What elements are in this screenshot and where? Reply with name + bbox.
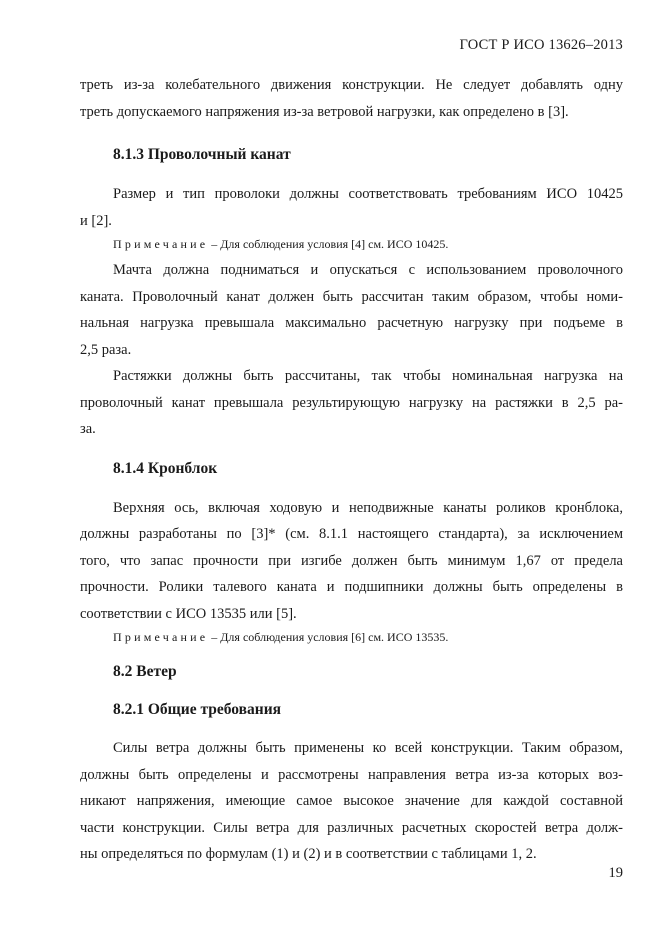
text-line: Размер и тип проволоки должны соответствовать требованиям ИСО 10425 bbox=[113, 186, 623, 202]
text-line: 2,5 раза. bbox=[80, 341, 132, 358]
section-heading-8-1-3: 8.1.3 Проволочный канат bbox=[113, 146, 291, 163]
text-line: нальная нагрузка превышала максимально расчетную нагрузку при подъеме в bbox=[80, 315, 623, 331]
note-1 bbox=[80, 235, 623, 253]
paragraph-crown-block bbox=[80, 495, 623, 628]
text-line: того, что запас прочности при изгибе должен быть минимум 1,67 от предела bbox=[80, 552, 623, 569]
paragraph-mast-raising bbox=[80, 257, 623, 363]
page-content bbox=[80, 72, 623, 868]
text-line: Силы ветра должны быть применены ко всей конструкции. Таким образом, bbox=[113, 740, 623, 756]
section-heading-8-2-1: 8.2.1 Общие требования bbox=[113, 701, 282, 718]
text-line: Мачта должна подниматься и опускаться с использованием проволочного bbox=[113, 262, 623, 278]
note-2 bbox=[80, 628, 623, 646]
note-label: Примечание bbox=[113, 237, 209, 251]
text-line: должны разработаны по [3]* (см. 8.1.1 настоящего стандарта), за исключением bbox=[80, 526, 623, 542]
text-line: должны быть определены и рассмотрены направления ветра из-за которых воз- bbox=[80, 766, 623, 783]
text-line: Верхняя ось, включая ходовую и неподвижные канаты роликов кронблока, bbox=[113, 499, 623, 516]
paragraph-wire-size bbox=[80, 181, 623, 234]
section-heading-8-1-4: 8.1.4 Кронблок bbox=[113, 459, 218, 477]
text-line: Растяжки должны быть рассчитаны, так чтобы номинальная нагрузка на bbox=[113, 368, 623, 384]
page-number: 19 bbox=[608, 865, 623, 881]
paragraph-guy-lines bbox=[80, 363, 623, 443]
text-line: треть допускаемого напряжения из-за ветровой нагрузки, как определено в [3]. bbox=[80, 103, 569, 120]
text-line: никают напряжения, имеющие самое высокое значение для каждой составной bbox=[80, 793, 623, 809]
text-line: проволочный канат превышала результирующую нагрузку на растяжки в 2,5 ра- bbox=[80, 394, 623, 411]
paragraph-continuation bbox=[80, 72, 623, 125]
section-heading-8-2: 8.2 Ветер bbox=[113, 663, 177, 680]
document-header: ГОСТ Р ИСО 13626–2013 bbox=[459, 37, 623, 53]
note-text: – Для соблюдения условия [4] см. ИСО 10425. bbox=[208, 237, 449, 251]
text-line: части конструкции. Силы ветра для различных расчетных скоростей ветра долж- bbox=[80, 819, 623, 836]
text-line: прочности. Ролики талевого каната и подшипники должны быть определены в bbox=[80, 579, 623, 595]
text-line: соответствии с ИСО 13535 или [5]. bbox=[80, 605, 297, 622]
text-line: каната. Проволочный канат должен быть рассчитан таким образом, чтобы номи- bbox=[80, 288, 623, 305]
text-line: и [2]. bbox=[80, 212, 112, 229]
text-line: ны определяться по формулам (1) и (2) и в соответствии с таблицами 1, 2. bbox=[80, 846, 537, 862]
note-label: Примечание bbox=[113, 630, 209, 644]
note-text: – Для соблюдения условия [6] см. ИСО 13535. bbox=[208, 630, 449, 644]
text-line: за. bbox=[80, 421, 96, 437]
text-line: треть из-за колебательного движения конструкции. Не следует добавлять одну bbox=[80, 77, 623, 93]
paragraph-wind-forces bbox=[80, 735, 623, 868]
